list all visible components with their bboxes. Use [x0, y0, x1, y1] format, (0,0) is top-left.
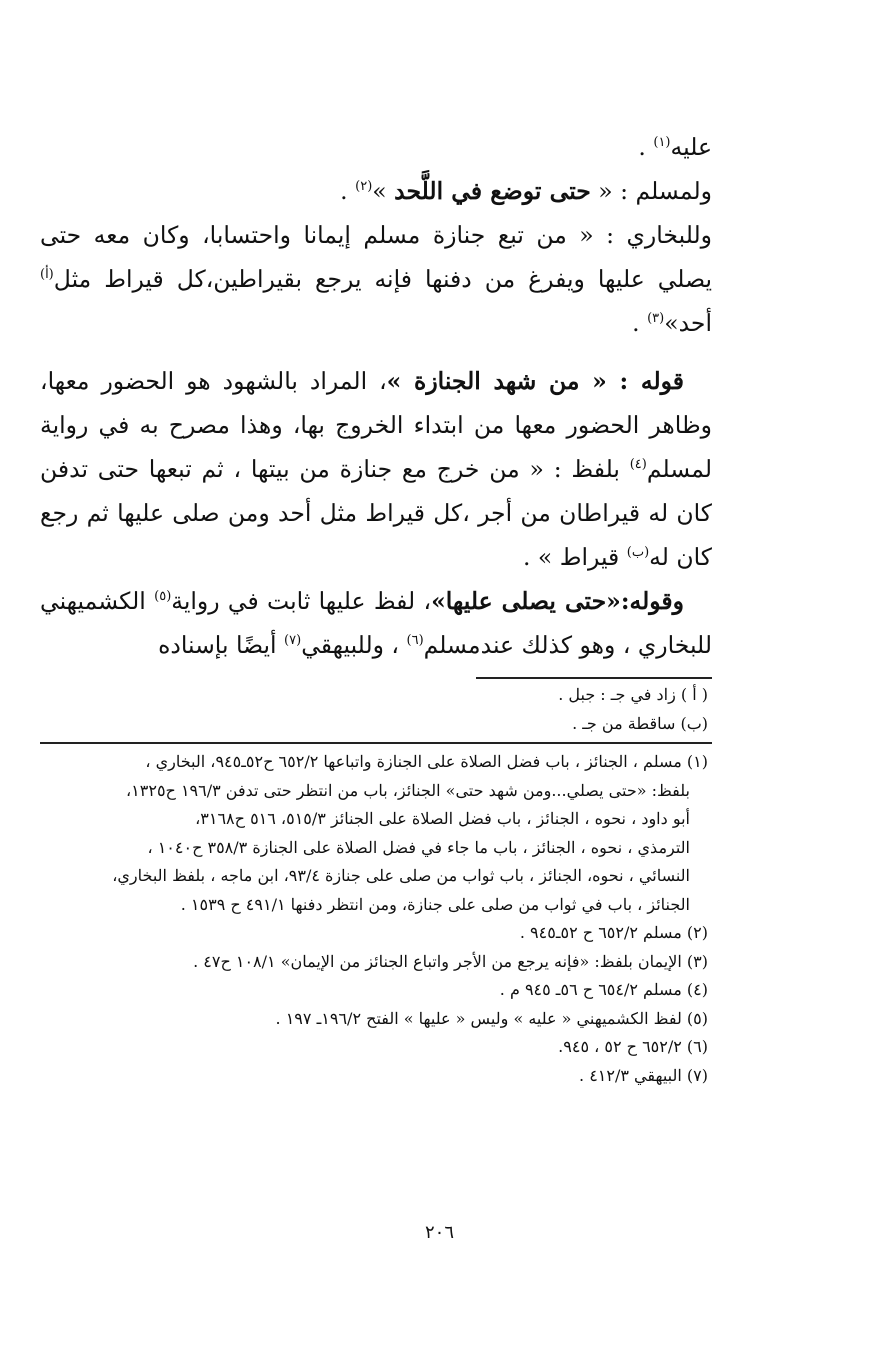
heading-phrase: وقوله:«حتى يصلى عليها» — [431, 587, 684, 615]
footnote-1: (١) مسلم ، الجنائز ، باب فضل الصلاة على الجنازة واتباعها ٦٥٢/٢ ح٥٢ـ٩٤٥، البخاري ، — [145, 752, 708, 771]
footnote-1-continued: الجنائز ، باب في ثواب من صلى على جنازة، ومن انتظر دفنها ٤٩١/١ ح ١٥٣٩ . — [180, 894, 690, 914]
variant-notes — [40, 681, 712, 738]
footnote-ref[interactable]: (٣) — [647, 311, 665, 326]
footnote-ref[interactable]: (٧) — [284, 633, 302, 648]
footnote-7: (٧) البيهقي ٤١٢/٣ . — [579, 1065, 708, 1085]
variant-ref[interactable]: (ب) — [626, 545, 650, 560]
page-number: ٢٠٦ — [424, 1222, 454, 1243]
footnote-ref[interactable]: (٤) — [629, 457, 647, 472]
footnote-ref[interactable]: (٢) — [355, 179, 373, 194]
text-span: . — [638, 133, 654, 161]
text-span: قيراط » . — [522, 543, 627, 571]
text-span: بلفظ : « من خرج مع جنازة من بيتها ، ثم تبعها حتى تدفن كان له قيراطان من أجر ،كل قيراط مثل أحد ومن صلى عليها ثم رجع كان له — [40, 455, 712, 571]
footnote-ref[interactable]: (٥) — [154, 589, 172, 604]
footnote-1-continued: بلفظ: «حتى يصلي...ومن شهد حتى» الجنائز، باب من انتظر حتى تدفن ١٩٦/٣ ح١٣٢٥، — [125, 780, 690, 800]
footnote-2: (٢) مسلم ٦٥٢/٢ ح ٥٢ـ٩٤٥ . — [519, 923, 708, 942]
main-text — [40, 125, 712, 667]
footnotes — [40, 748, 712, 1090]
footnote-3: (٣) الإيمان بلفظ: «فإنه يرجع من الأجر واتباع الجنائز من الإيمان» ١٠٨/١ ح٤٧ . — [193, 951, 708, 971]
footnote-6: (٦) ٦٥٢/٢ ح ٥٢ ، ٩٤٥. — [558, 1037, 708, 1056]
variant-ref[interactable]: (أ) — [40, 267, 54, 282]
footnote-ref[interactable]: (٦) — [406, 633, 424, 648]
text-span: أيضًا بإسناده — [158, 631, 285, 659]
text-span: وللبخاري : « من تبع جنازة مسلم إيمانا واحتسابا، وكان معه حتى يصلي عليها ويفرغ من دفنها فإنه يرجع بقيراطين،كل قيراط مثل — [40, 221, 712, 293]
paragraph-5 — [40, 579, 712, 667]
heading-phrase: قوله : « من شهد الجنازة » — [386, 367, 684, 395]
footnote-1-continued: الترمذي ، نحوه ، الجنائز ، باب ما جاء في فضل الصلاة على الجنازة ٣٥٨/٣ ح١٠٤٠ ، — [147, 837, 690, 857]
quoted-text: حتى توضع في اللَّحد — [394, 177, 591, 205]
book-page — [40, 125, 712, 1090]
variant-notes-divider — [476, 677, 712, 679]
paragraph-4 — [40, 359, 712, 579]
footnote-5: (٥) لفظ الكشميهني « عليه » وليس « عليها » الفتح ١٩٦/٢ـ ١٩٧ . — [275, 1008, 708, 1028]
text-span: ولمسلم : « — [590, 177, 712, 205]
footnote-4: (٤) مسلم ٦٥٤/٢ ح ٥٦ـ ٩٤٥ م . — [499, 980, 708, 999]
text-span: ، المراد بالشهود هو الحضور معها، وظاهر الحضور معها من ابتداء الخروج بها، وهذا مصرح به في رواية لمسلم — [40, 367, 712, 483]
paragraph-2 — [40, 169, 712, 213]
footnotes-divider — [40, 742, 712, 744]
footnote-1-continued: أبو داود ، نحوه ، الجنائز ، باب فضل الصلاة على الجنائز ٥١٥/٣، ٥١٦ ح٣١٦٨، — [195, 809, 690, 828]
variant-note: ( أ ) زاد في جـ : جبل . — [558, 685, 708, 704]
footnote-ref[interactable]: (١) — [653, 135, 671, 150]
text-span: . — [340, 177, 356, 205]
text-span: عليه — [670, 133, 712, 161]
text-span: الكشميهني للبخاري ، وهو كذلك عندمسلم — [40, 587, 712, 659]
text-span: أحد» — [664, 309, 712, 337]
variant-note: (ب) ساقطة من جـ . — [572, 713, 708, 733]
footnote-1-continued: النسائي ، نحوه، الجنائز ، باب ثواب من صلى على جنازة ٩٣/٤، ابن ماجه ، بلفظ البخاري، — [112, 866, 690, 885]
text-span: . — [632, 309, 648, 337]
paragraph-1 — [40, 125, 712, 169]
text-span: » — [372, 177, 395, 205]
text-span: ، وللبيهقي — [301, 631, 407, 659]
text-span: ، لفظ عليها ثابت في رواية — [171, 587, 432, 615]
paragraph-3 — [40, 213, 712, 345]
